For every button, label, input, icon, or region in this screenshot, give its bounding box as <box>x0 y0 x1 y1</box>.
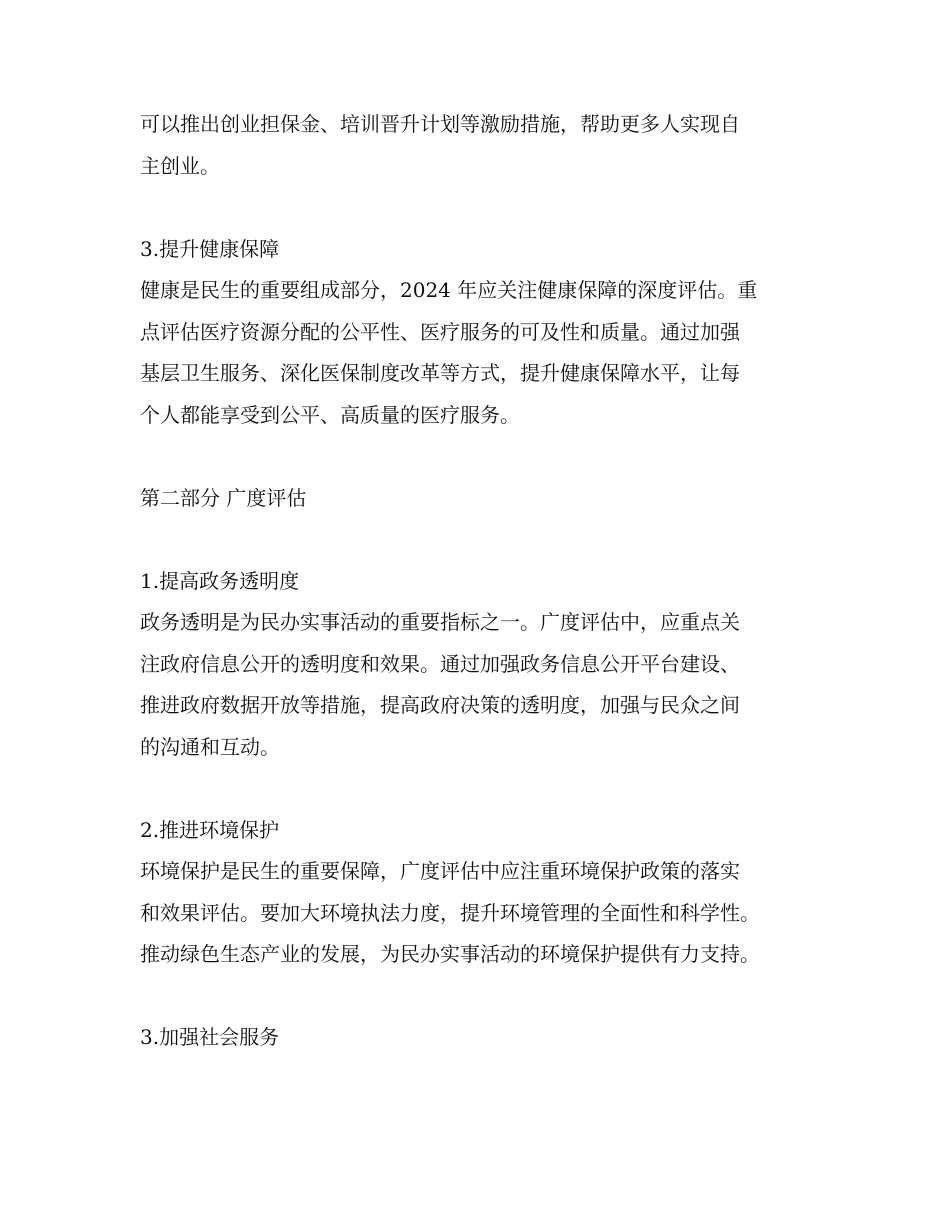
heading-government-transparency: 1.提高政务透明度 <box>140 568 300 593</box>
heading-health-security: 3.提升健康保障 <box>140 236 280 261</box>
section-title-breadth-evaluation: 第二部分 广度评估 <box>140 485 307 510</box>
paragraph-line: 个人都能享受到公平、高质量的医疗服务。 <box>140 402 520 427</box>
paragraph-line: 的沟通和互动。 <box>140 734 280 759</box>
paragraph-health-security <box>140 270 840 436</box>
paragraph-line: 健康是民生的重要组成部分，2024 年应关注健康保障的深度评估。重 <box>140 278 758 302</box>
paragraph-line: 和效果评估。要加大环境执法力度，提升环境管理的全面性和科学性。 <box>140 900 760 925</box>
paragraph-line: 主创业。 <box>140 153 220 178</box>
paragraph-line: 点评估医疗资源分配的公平性、医疗服务的可及性和质量。通过加强 <box>140 319 740 344</box>
blank-line <box>140 187 840 229</box>
paragraph-environmental-protection <box>140 851 840 976</box>
paragraph-line: 可以推出创业担保金、培训晋升计划等激励措施，帮助更多人实现自 <box>140 112 740 136</box>
paragraph-government-transparency <box>140 602 840 768</box>
blank-line <box>140 436 840 478</box>
paragraph-line: 注政府信息公开的透明度和效果。通过加强政务信息公开平台建设、 <box>140 651 740 676</box>
paragraph-line: 政务透明是为民办实事活动的重要指标之一。广度评估中，应重点关 <box>140 610 740 634</box>
paragraph-line: 环境保护是民生的重要保障，广度评估中应注重环境保护政策的落实 <box>140 859 740 883</box>
blank-line <box>140 519 840 561</box>
blank-line <box>140 976 840 1018</box>
paragraph-line: 推进政府数据开放等措施，提高政府决策的透明度，加强与民众之间 <box>140 693 740 717</box>
heading-social-services: 3.加强社会服务 <box>140 1025 280 1049</box>
paragraph-entrepreneurship-incentives <box>140 104 840 187</box>
paragraph-line: 基层卫生服务、深化医保制度改革等方式，提升健康保障水平，让每 <box>140 361 740 385</box>
paragraph-line: 推动绿色生态产业的发展，为民办实事活动的环境保护提供有力支持。 <box>140 942 760 966</box>
document-content <box>140 104 840 1059</box>
heading-environmental-protection: 2.推进环境保护 <box>140 817 280 842</box>
blank-line <box>140 768 840 810</box>
